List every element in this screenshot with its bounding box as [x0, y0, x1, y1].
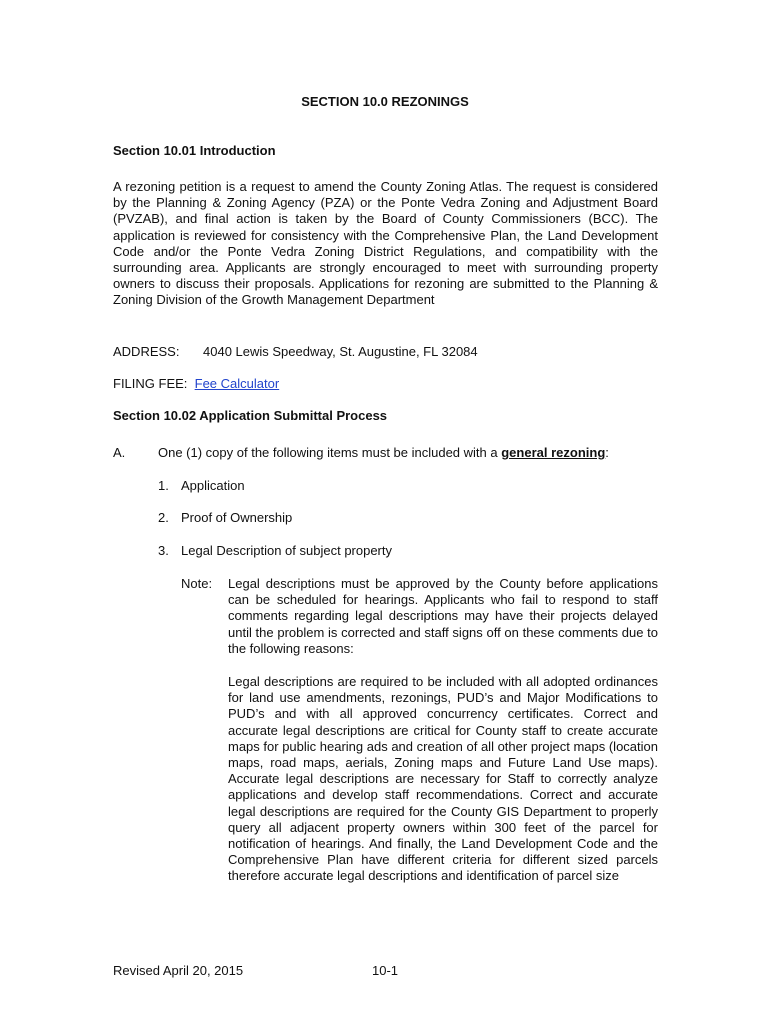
address-label: ADDRESS: [113, 344, 180, 359]
filing-fee-row [113, 376, 279, 392]
fee-calculator-link[interactable]: Fee Calculator [194, 376, 280, 391]
note-paragraph-1: Legal descriptions must be approved by the County before applications can be scheduled for hearings. Applicants who fail to respond to staff comments regarding legal descriptions may have their projects delayed until the problem is corrected and staff signs off on these comments due to the following reasons: [228, 576, 658, 656]
section-submittal-heading: Section 10.02 Application Submittal Process [113, 408, 388, 423]
note-label: Note: [181, 576, 213, 591]
note-paragraph-2: Legal descriptions are required to be included with all adopted ordinances for land use amendments, rezonings, PUD’s and Major Modifications to PUD’s and with all approved concurrency certificates. Correct and accurate legal descriptions are critical for County staff to create accurate maps for public hearing ads and creation of all other project maps (location maps, road maps, aerials, Zoning maps and Future Land Use maps). Accurate legal descriptions are necessary for Staff to correctly analyze applications and develop staff recommendations. Correct and accurate legal descriptions are required for the County GIS Department to properly query all adjacent property owners within 300 feet of the parcel for notification of hearings. And finally, the Land Development Code and the Comprehensive Plan have different criteria for different sized parcels therefore accurate legal descriptions and identification of parcel size [228, 674, 658, 884]
list-item-text: Proof of Ownership [181, 510, 293, 525]
page-title: SECTION 10.0 REZONINGS [301, 94, 469, 109]
list-item-number: 2. [158, 510, 169, 525]
footer-page-number: 10-1 [372, 963, 399, 978]
item-a-prefix: One (1) copy of the following items must be included with a [158, 445, 502, 460]
intro-paragraph: A rezoning petition is a request to amend the County Zoning Atlas. The request is considered by the Planning & Zoning Agency (PZA) or the Ponte Vedra Zoning and Adjustment Board (PVZAB), and final action is taken by the Board of County Commissioners (BCC). The application is reviewed for consistency with the Comprehensive Plan, the Land Development Code and/or the Ponte Vedra Zoning District Regulations, and compatibility with the surrounding area. Applicants are strongly encouraged to meet with surrounding property owners to discuss their proposals. Applications for rezoning are submitted to the Planning & Zoning Division of the Growth Management Department [113, 179, 658, 308]
item-a-suffix: : [605, 445, 609, 460]
address-value: 4040 Lewis Speedway, St. Augustine, FL 32084 [203, 344, 478, 359]
list-item-number: 1. [158, 478, 169, 493]
list-item-text: Application [181, 478, 245, 493]
general-rezoning-emphasis: general rezoning [501, 445, 606, 460]
item-a-marker: A. [113, 445, 126, 460]
filing-fee-label: FILING FEE: [113, 376, 188, 391]
list-item-text: Legal Description of subject property [181, 543, 393, 558]
item-a-text [158, 445, 609, 461]
list-item-number: 3. [158, 543, 169, 558]
footer-revised-date: Revised April 20, 2015 [113, 963, 244, 978]
section-intro-heading: Section 10.01 Introduction [113, 143, 276, 158]
